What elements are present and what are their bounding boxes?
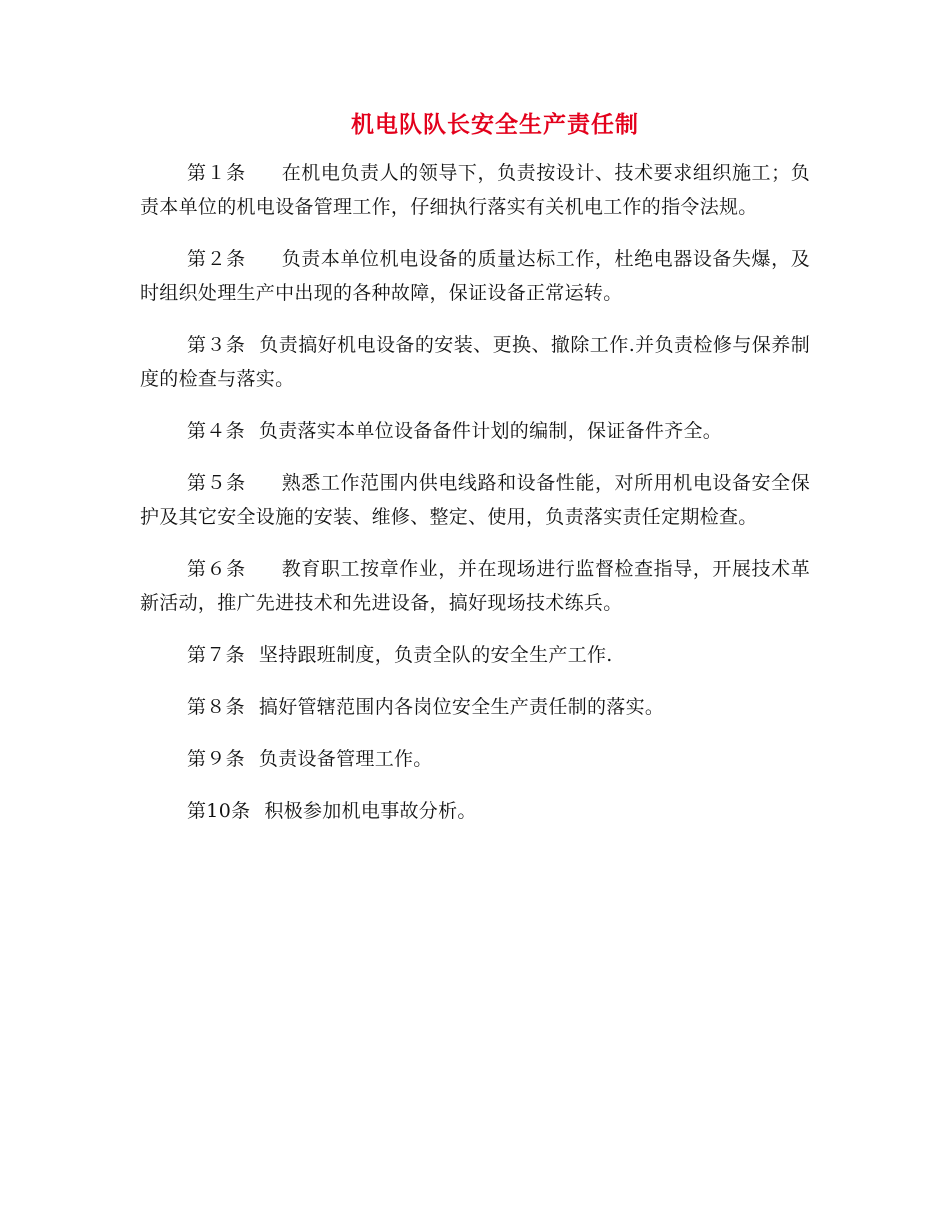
- article-10: [140, 794, 810, 828]
- article-text: 负责本单位机电设备的质量达标工作，杜绝电器设备失爆，及时组织处理生产中出现的各种故障，保证设备正常运转。: [140, 248, 810, 304]
- article-4: [140, 414, 810, 448]
- article-text: 教育职工按章作业，并在现场进行监督检查指导，开展技术革新活动，推广先进技术和先进设备，搞好现场技术练兵。: [140, 558, 810, 614]
- document-title: 机电队队长安全生产责任制: [351, 111, 639, 138]
- article-text: 负责落实本单位设备备件计划的编制，保证备件齐全。: [258, 420, 723, 442]
- article-text: 坚持跟班制度，负责全队的安全生产工作.: [258, 644, 613, 666]
- article-number: 第５条: [187, 472, 246, 494]
- article-number: 第４条: [187, 420, 245, 442]
- article-7: [140, 638, 810, 672]
- article-3: [140, 328, 810, 396]
- article-number: 第９条: [187, 748, 245, 770]
- article-number: 第６条: [187, 558, 246, 580]
- article-text: 在机电负责人的领导下，负责按设计、技术要求组织施工；负责本单位的机电设备管理工作，仔细执行落实有关机电工作的指令法规。: [140, 162, 810, 218]
- article-8: [140, 690, 810, 724]
- article-text: 负责设备管理工作。: [258, 748, 433, 770]
- article-number: 第７条: [187, 644, 245, 666]
- article-text: 负责搞好机电设备的安装、更换、撤除工作.并负责检修与保养制度的检查与落实。: [140, 334, 810, 390]
- article-number: 第１条: [187, 162, 246, 184]
- article-5: [140, 466, 810, 534]
- article-number: 第10条: [187, 800, 251, 822]
- document-body: [140, 156, 810, 846]
- article-number: 第３条: [187, 334, 246, 356]
- article-1: [140, 156, 810, 224]
- article-text: 搞好管辖范围内各岗位安全生产责任制的落实。: [258, 696, 665, 718]
- article-2: [140, 242, 810, 310]
- article-6: [140, 552, 810, 620]
- article-number: 第８条: [187, 696, 245, 718]
- article-text: 积极参加机电事故分析。: [264, 800, 477, 822]
- article-9: [140, 742, 810, 776]
- article-number: 第２条: [187, 248, 246, 270]
- article-text: 熟悉工作范围内供电线路和设备性能，对所用机电设备安全保护及其它安全设施的安装、维修、整定、使用，负责落实责任定期检查。: [140, 472, 810, 528]
